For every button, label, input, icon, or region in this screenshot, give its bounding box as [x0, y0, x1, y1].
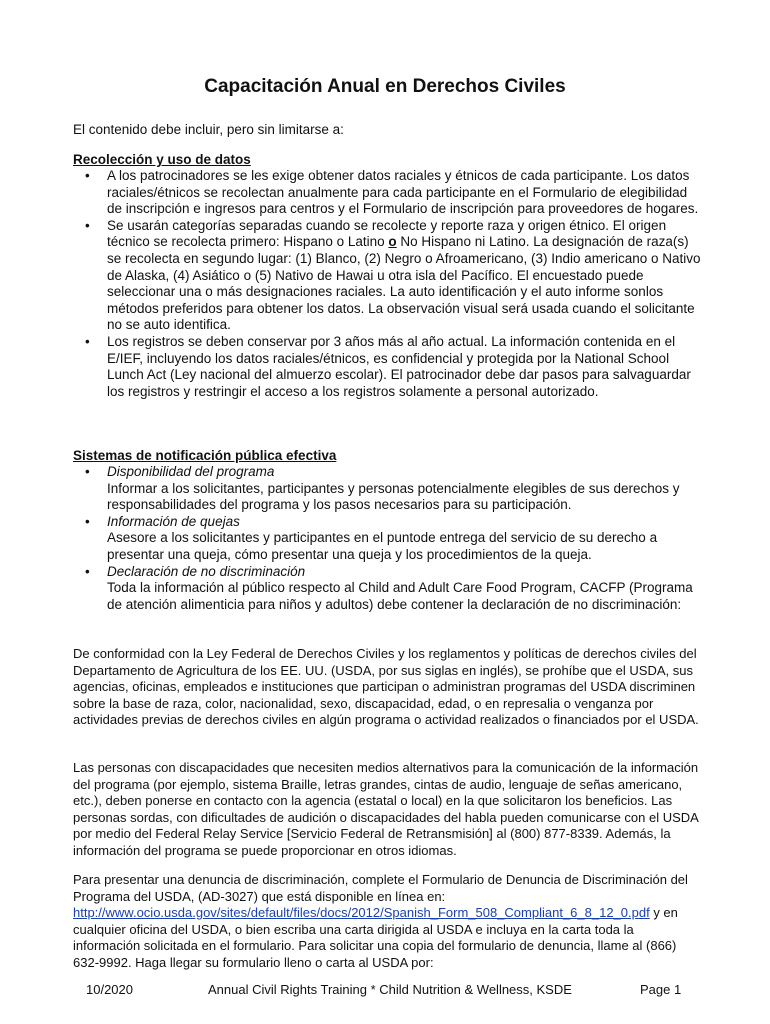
complaint-paragraph: Para presentar una denuncia de discriminación, complete el Formulario de Denuncia de Discriminación del Programa del USDA, (AD-3027) que está disponible en línea en: http://www.ocio.usda.gov/sites/default/files/docs/2012/Spanish_Form_508_Compliant_6_8_12_0.pdf y en cualquier oficina del USDA, o bien escriba una carta dirigida al USDA e incluya en la carta toda la información solicitada en el formulario. Para solicitar una copia del formulario de denuncia, llame al (866) 632-9992. Haga llegar su formulario lleno o carta al USDA por:: [73, 872, 688, 970]
data-collection-list: [73, 168, 703, 400]
list-item: • Los registros se deben conservar por 3 años más al año actual. La información contenida en el E/IEF, incluyendo los datos raciales/étnicos, es confidencial y protegida por la National School Lunch Act (Ley nacional del almuerzo escolar). El patrocinador debe dar pasos para salvaguardar los registros y restringir el acceso a los registros solamente a personal autorizado.: [73, 334, 703, 400]
item-title: • Disponibilidad del programa: [107, 464, 275, 479]
item-text: Toda la información al público respecto al Child and Adult Care Food Program, CACFP (Programa de atención alimenticia para niños y adultos) debe contener la declaración de no discriminación:: [107, 580, 693, 612]
list-item: • A los patrocinadores se les exige obtener datos raciales y étnicos de cada participante. Los datos raciales/étnicos se recolectan anualmente para cada participante en el Formulario de elegibilidad de inscripción e ingresos para centros y el Formulario de inscripción para proveedores de hogares.: [73, 168, 703, 218]
item-text: Asesore a los solicitantes y participantes en el puntode entrega del servicio de su derecho a presentar una queja, cómo presentar una queja y los procedimientos de la queja.: [107, 530, 658, 562]
item-text: Informar a los solicitantes, participantes y personas potencialmente elegibles de sus derechos y responsabilidades del programa y los pasos necesarios para su participación.: [107, 480, 680, 513]
accessibility-paragraph: Las personas con discapacidades que necesiten medios alternativos para la comunicación de la información del programa (por ejemplo, sistema Braille, letras grandes, cintas de audio, lenguaje de señas americano, etc.), deben ponerse en contacto con la agencia (estatal o local) en la que solicitaron los beneficios. Las personas sordas, con dificultades de audición o discapacidades del habla pueden comunicarse con el USDA por medio del Federal Relay Service [Servicio Federal de Retransmisión] al (800) 877-8339. Además, la información del programa se puede proporcionar en otros idiomas.: [73, 760, 699, 858]
section-heading-public-notification: Sistemas de notificación pública efectiva: [73, 448, 337, 463]
footer-date: 10/2020: [86, 982, 133, 997]
complaint-form-link[interactable]: http://www.ocio.usda.gov/sites/default/files/docs/2012/Spanish_Form_508_Compliant_6_8_12_0.pdf: [73, 905, 650, 920]
page-title: Capacitación Anual en Derechos Civiles: [204, 76, 566, 97]
nondiscrimination-paragraph: De conformidad con la Ley Federal de Derechos Civiles y los reglamentos y políticas de derechos civiles del Departamento de Agricultura de los EE. UU. (USDA, por sus siglas en inglés), se prohíbe que el USDA, sus agencias, oficinas, empleados e instituciones que participan o administran programas del USDA discriminen sobre la base de raza, color, nacionalidad, sexo, discapacidad, edad, o en represalia o venganza por actividades previas de derechos civiles en algún programa o actividad realizados o financiados por el USDA.: [73, 646, 699, 727]
footer-page-number: Page 1: [640, 982, 682, 997]
or-emphasis: o: [388, 234, 397, 250]
intro-text: El contenido debe incluir, pero sin limitarse a:: [73, 122, 344, 137]
public-notification-list: [73, 464, 703, 613]
list-item: [73, 564, 703, 614]
section-heading-data-collection: Recolección y uso de datos: [73, 152, 251, 167]
item-title: • Declaración de no discriminación: [107, 563, 306, 579]
footer-title: Annual Civil Rights Training * Child Nutrition & Wellness, KSDE: [208, 982, 572, 997]
list-item: • Se usarán categorías separadas cuando se recolecte y reporte raza y origen étnico. El origen técnico se recolecta primero: Hispano o Latino o No Hispano ni Latino. La designación de raza(s) se recolecta en segundo lugar: (1) Blanco, (2) Negro o Afroamericano, (3) Indio americano o Nativo de Alaska, (4) Asiático o (5) Nativo de Hawai u otra isla del Pacífico. El encuestado puede seleccionar una o más designaciones raciales. La auto identificación y el auto informe sonlos métodos preferidos para obtener los datos. La observación visual será usada cuando el solicitante no se auto identifica.: [73, 218, 703, 334]
list-item: [73, 464, 703, 514]
list-item: [73, 514, 703, 564]
item-title: • Información de quejas: [107, 513, 240, 529]
